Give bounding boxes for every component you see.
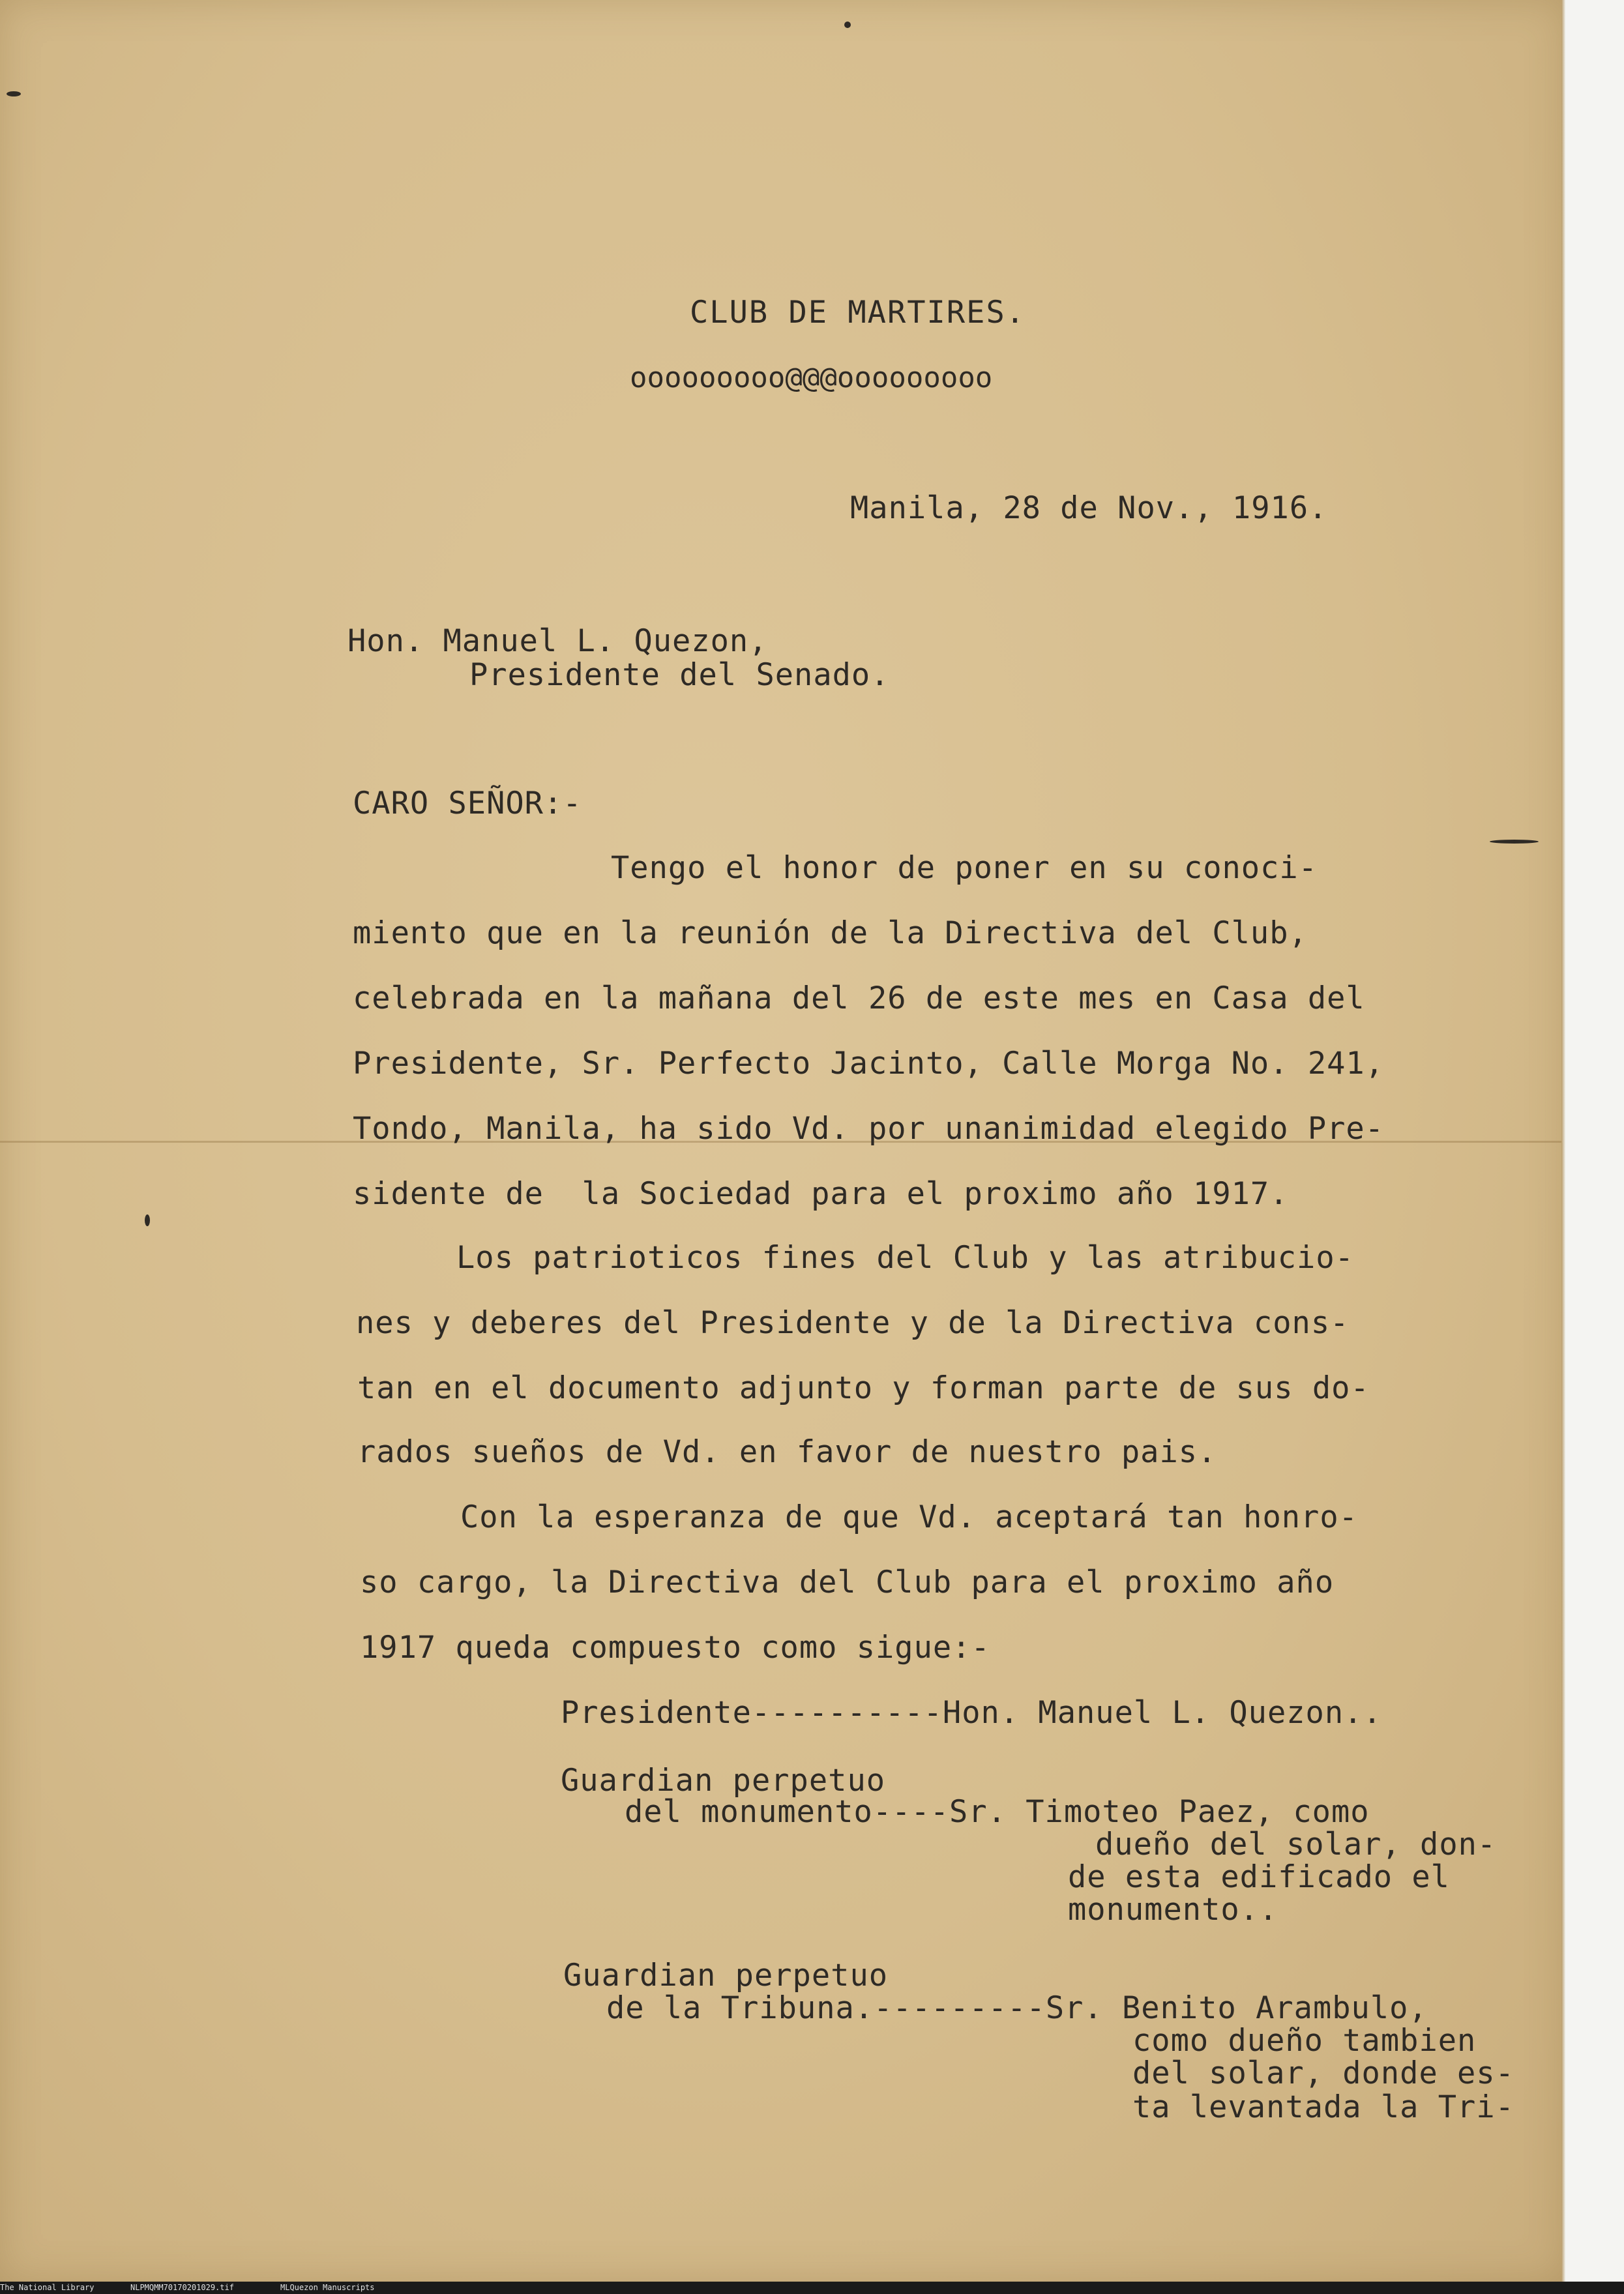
officer-line: Presidente----------Hon. Manuel L. Quezon.. bbox=[561, 1695, 1382, 1731]
salutation: CARO SEÑOR:- bbox=[353, 786, 582, 821]
body-line: Los patrioticos fines del Club y las atribucio- bbox=[456, 1240, 1354, 1276]
body-line: Presidente, Sr. Perfecto Jacinto, Calle Morga No. 241, bbox=[353, 1046, 1385, 1081]
footer-library: The National Library bbox=[0, 2283, 95, 2292]
ink-speck bbox=[844, 22, 851, 28]
scan-footer bbox=[0, 2282, 1624, 2294]
footer-filename: NLPMQMM70170201029.tif bbox=[130, 2283, 234, 2292]
page-edge bbox=[1561, 0, 1565, 2282]
body-line: Con la esperanza de que Vd. aceptará tan honro- bbox=[460, 1499, 1358, 1535]
body-line: Tengo el honor de poner en su conoci- bbox=[611, 850, 1318, 886]
officer-line: del solar, donde es- bbox=[1132, 2055, 1514, 2091]
body-line: tan en el documento adjunto y forman parte de sus do- bbox=[357, 1370, 1370, 1406]
letter-date: Manila, 28 de Nov., 1916. bbox=[850, 490, 1328, 526]
officer-line: de esta edificado el bbox=[1068, 1859, 1450, 1895]
officer-line: como dueño tambien bbox=[1132, 2023, 1477, 2059]
recipient-title: Presidente del Senado. bbox=[469, 657, 890, 693]
officer-line: del monumento----Sr. Timoteo Paez, como bbox=[625, 1794, 1370, 1830]
officer-line: dueño del solar, don- bbox=[1095, 1827, 1497, 1862]
officer-line: de la Tribuna.---------Sr. Benito Arambulo, bbox=[606, 1990, 1428, 2026]
body-line: 1917 queda compuesto como sigue:- bbox=[360, 1630, 990, 1666]
officer-line: ta levantada la Tri- bbox=[1132, 2089, 1514, 2125]
body-line: nes y deberes del Presidente y de la Directiva cons- bbox=[356, 1305, 1350, 1341]
recipient-name: Hon. Manuel L. Quezon, bbox=[347, 623, 768, 659]
ink-speck bbox=[7, 91, 21, 96]
body-line: rados sueños de Vd. en favor de nuestro pais. bbox=[357, 1434, 1217, 1470]
body-line: sidente de la Sociedad para el proximo año 1917. bbox=[353, 1176, 1289, 1212]
letterhead-ornament: ooooooooo@@@ooooooooo bbox=[630, 361, 993, 394]
body-line: so cargo, la Directiva del Club para el proximo año bbox=[360, 1565, 1335, 1600]
ink-speck bbox=[145, 1214, 150, 1226]
letterhead: CLUB DE MARTIRES. bbox=[690, 295, 1026, 331]
body-line: Tondo, Manila, ha sido Vd. por unanimidad elegido Pre- bbox=[353, 1111, 1385, 1147]
footer-collection: MLQuezon Manuscripts bbox=[280, 2283, 375, 2292]
officer-line: monumento.. bbox=[1068, 1892, 1278, 1928]
body-line: miento que en la reunión de la Directiva del Club, bbox=[353, 915, 1308, 951]
body-line: celebrada en la mañana del 26 de este mes en Casa del bbox=[353, 980, 1365, 1016]
officer-line: Guardian perpetuo bbox=[563, 1958, 889, 1993]
officer-line: Guardian perpetuo bbox=[561, 1763, 886, 1799]
ink-speck bbox=[1490, 840, 1539, 844]
